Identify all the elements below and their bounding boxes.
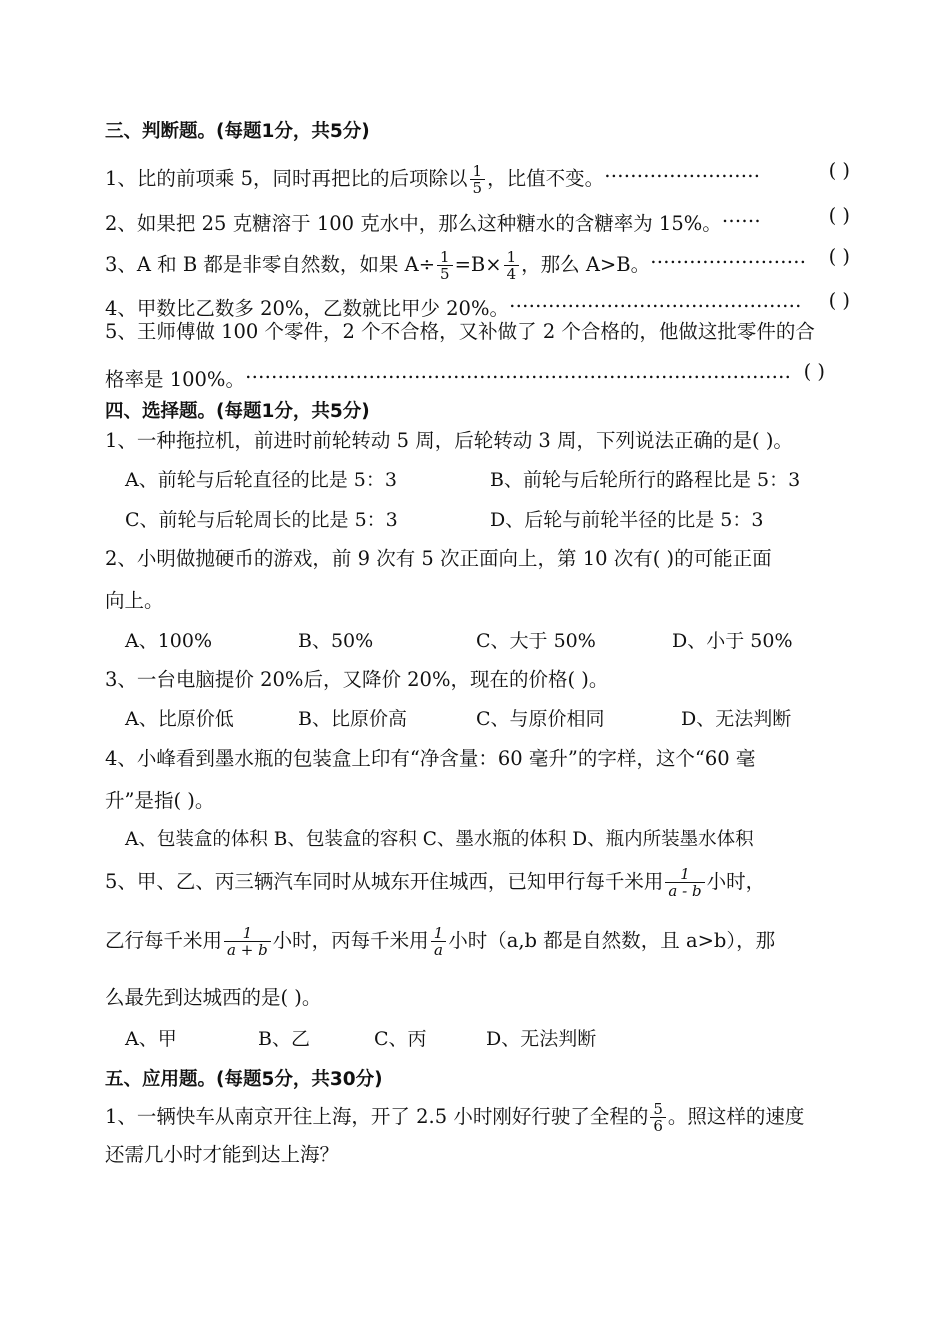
question-5-line-1: 5、王师傅做 100 个零件，2 个不合格，又补做了 2 个合格的，他做这批零件的合 xyxy=(105,320,815,343)
answer-blank: ( ) xyxy=(828,159,850,182)
answer-blank: ( ) xyxy=(803,360,825,383)
question-5-line-2 xyxy=(105,358,825,394)
question-5-line-3: 么最先到达城西的是( )。 xyxy=(105,986,322,1009)
question-text: 。照这样的速度 xyxy=(667,1105,805,1128)
fraction: $\frac{5}{6}$ xyxy=(650,1101,666,1134)
question-text: 1、比的前项乘 5，同时再把比的后项除以 xyxy=(105,167,468,190)
option-c: C、大于 50% xyxy=(476,630,596,652)
question-text: 小时（a,b 都是自然数，且 a>b），那 xyxy=(448,929,776,952)
question-2 xyxy=(105,202,850,238)
section-title: 四、选择题。(每题1分，共5分) xyxy=(105,401,370,422)
question-4-line-2: 升”是指( )。 xyxy=(105,789,215,812)
fraction: $\frac{1}{a}$ xyxy=(431,925,447,958)
option-b: B、乙 xyxy=(258,1028,310,1050)
question-text: 5、甲、乙、丙三辆汽车同时从城东开住城西，已知甲行每千米用 xyxy=(105,870,664,893)
question-text: ，比值不变。 xyxy=(487,167,605,190)
question-text: 乙行每千米用 xyxy=(105,929,223,952)
option-c: C、前轮与后轮周长的比是 5：3 xyxy=(125,509,398,531)
option-d: D、小于 50% xyxy=(672,630,793,652)
question-text: 4、甲数比乙数多 20%，乙数就比甲少 20%。 xyxy=(105,297,509,320)
question-5-line-2 xyxy=(105,925,850,958)
question-text: =B× xyxy=(454,253,502,276)
fraction: $\frac{1}{4}$ xyxy=(504,249,520,282)
answer-blank: ( ) xyxy=(828,289,850,312)
answer-blank: ( ) xyxy=(828,245,850,268)
leader-dots: …………………… xyxy=(650,245,807,268)
leader-dots: ……………………………………… xyxy=(509,289,802,312)
option-a: A、前轮与后轮直径的比是 5：3 xyxy=(125,469,397,491)
option-b: B、比原价高 xyxy=(298,708,407,730)
question-text: 1、一辆快车从南京开往上海，开了 2.5 小时刚好行驶了全程的 xyxy=(105,1105,649,1128)
question-2-line-2: 向上。 xyxy=(105,589,164,612)
fraction: $\frac{1}{a - b}$ xyxy=(665,866,704,899)
option-a: A、甲 xyxy=(125,1028,177,1050)
fraction: $\frac{1}{a + b}$ xyxy=(224,925,271,958)
question-4-line-1: 4、小峰看到墨水瓶的包装盒上印有“净含量：60 毫升”的字样，这个“60 毫 xyxy=(105,747,756,770)
question-2-line-1: 2、小明做抛硬币的游戏，前 9 次有 5 次正面向上，第 10 次有( )的可能正面 xyxy=(105,547,772,570)
option-d: D、无法判断 xyxy=(681,708,792,730)
question-1-line-2: 还需几小时才能到达上海？ xyxy=(105,1143,340,1166)
option-b: B、50% xyxy=(298,630,374,652)
question-text: 小时，丙每千米用 xyxy=(272,929,429,952)
option-c: C、丙 xyxy=(374,1028,427,1050)
question-3 xyxy=(105,243,850,282)
section-title: 五、应用题。(每题5分，共30分) xyxy=(105,1069,383,1090)
question-3: 3、一台电脑提价 20%后，又降价 20%，现在的价格( )。 xyxy=(105,668,609,691)
fraction: $\frac{1}{5}$ xyxy=(470,163,486,196)
option-a: A、100% xyxy=(125,630,213,652)
option-d: D、无法判断 xyxy=(486,1028,597,1050)
question-text: 格率是 100%。 xyxy=(105,368,245,391)
question-text: 3、A 和 B 都是非零自然数，如果 A÷ xyxy=(105,253,436,276)
section-title: 三、判断题。(每题1分，共5分) xyxy=(105,121,370,142)
question-text: 2、如果把 25 克糖溶于 100 克水中，那么这种糖水的含糖率为 15%。 xyxy=(105,212,722,235)
leader-dots: …… xyxy=(721,204,761,227)
answer-blank: ( ) xyxy=(828,204,850,227)
option-b: B、前轮与后轮所行的路程比是 5：3 xyxy=(490,469,801,491)
option-a: A、比原价低 xyxy=(125,708,234,730)
question-1 xyxy=(105,157,850,196)
question-1-line-1 xyxy=(105,1101,850,1134)
question-text: ，那么 A>B。 xyxy=(521,253,651,276)
question-5-line-1 xyxy=(105,866,850,899)
fraction: $\frac{1}{5}$ xyxy=(437,249,453,282)
question-1: 1、一种拖拉机，前进时前轮转动 5 周，后轮转动 3 周，下列说法正确的是( )。 xyxy=(105,429,793,452)
question-text: 小时， xyxy=(706,870,766,893)
question-4-options: A、包装盒的体积 B、包装盒的容积 C、墨水瓶的体积 D、瓶内所装墨水体积 xyxy=(125,829,754,850)
option-d: D、后轮与前轮半径的比是 5：3 xyxy=(490,509,764,531)
leader-dots: ………………………………………………………………………… xyxy=(244,360,791,383)
leader-dots: …………………… xyxy=(604,159,761,182)
option-c: C、与原价相同 xyxy=(476,708,605,730)
